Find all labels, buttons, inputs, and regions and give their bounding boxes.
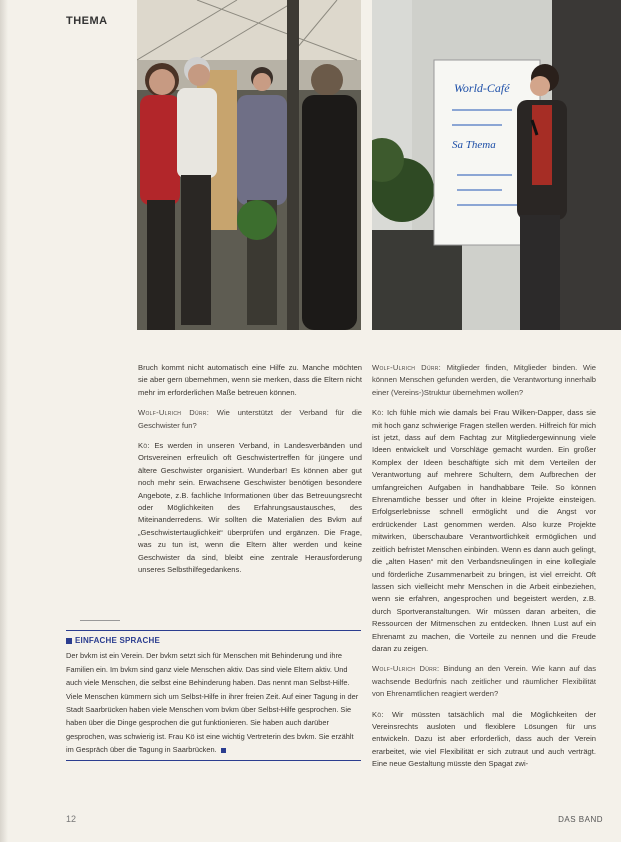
flipchart-title: World-Café — [454, 81, 510, 95]
group-photo — [137, 0, 361, 330]
box-top-rule — [66, 630, 361, 631]
box-bottom-rule — [66, 760, 361, 761]
interview-question — [138, 407, 362, 432]
question-text: Mitglieder finden, Mitglieder binden. Wie können Menschen gefunden werden, die Verantwortung innerhalb einer (Vereins-)Struktur übernehmen wollen? — [372, 363, 596, 397]
section-label: THEMA — [66, 15, 108, 27]
article-column-left — [138, 362, 362, 585]
interview-answer — [372, 407, 596, 655]
answer-text: Wir müssten tatsächlich mal die Möglichkeiten der Vereinsrechts ausloten und flexiblere Lösungen für uns entwickeln. Dazu ist aber erforderlich, dass auch der Verein erarbeitet, wie viel Flexibilität er sich zutraut und auch verträgt. Eine neue Gestaltung müsste den Spagat zwi- — [372, 709, 596, 769]
question-speaker: Wolf-Ulrich Dürr: — [372, 664, 440, 674]
interview-question — [372, 663, 596, 700]
square-bullet-icon — [66, 638, 72, 644]
question-text: Bindung an den Verein. Wie kann auf das wachsende Bedürfnis nach zeitlicher und räumlicher Flexibilität von Ehrenamtlichen reagiert werden? — [372, 664, 596, 699]
question-speaker: Wolf-Ulrich Dürr: — [372, 363, 442, 372]
interview-question — [372, 362, 596, 399]
box-text: Der bvkm ist ein Verein. Der bvkm setzt sich für Menschen mit Behinderung und ihre Familien ein. Im bvkm sind ganz viele Menschen aktiv. Das sind viele Eltern aktiv. Und auch viele Menschen, die selbst eine Behinderung haben. Das nennt man Selbst-Hilfe. Viele Menschen kümmern sich um Selbst-Hilfe in ihrer freien Zeit. Auf einer Tagung in der Stadt Saarbrücken haben viele Menschen vom bvkm über Selbst-Hilfe gesprochen. Sie haben über die Dinge gesprochen die gut funktionieren. Sie haben auch darüber gesprochen, was schwierig ist. Frau Kö ist eine wichtig Vertreterin des bvkm. Sie erzählt im Gespräch über die Tagung in Saarbrücken. — [66, 651, 359, 755]
answer-speaker: Kö: — [372, 408, 384, 418]
magazine-name: DAS BAND — [558, 815, 603, 824]
speaker-photo-illustration — [372, 0, 621, 330]
answer-text: Es werden in unseren Verband, in Landesverbänden und Ortsvereinen erfreulich oft Geschwistertreffen für jüngere und ältere Geschwister organisiert. Wunderbar! Es können aber gut noch mehr sein. Erwachsene Geschwister benötigen besondere Angebote, z.B. fachliche Informationen über das Betreuungsrecht oder Möglichkeiten des Erfahrungsaustausches, des Miteinanderredens. Wir sollten die Materialien des Bvkm auf „Geschwistertauglichkeit“ überprüfen und ergänzen. Die Frage, was zu tun ist, wenn die Eltern älter werden und keine Geschwister da sind, bleibt eine zentrale Herausforderung unseres Selbsthilfegedankens. — [138, 441, 362, 575]
box-body — [66, 649, 361, 756]
group-photo-illustration — [137, 0, 361, 330]
interview-answer — [138, 440, 362, 576]
box-heading — [66, 634, 361, 647]
divider — [80, 620, 120, 621]
answer-text: Ich fühle mich wie damals bei Frau Wilken-Dapper, dass sie mit hoch ganz schwierige Fragen stellen werden. Hilfreich für mich ist jetzt, dass auf dem Fachtag zur Mitgliedergewinnung viele Ideen entwickelt und Vorschläge gemacht wurden. Ein großer Komplex der Ideen beschäftigte sich mit dem Verteilen der Verantwortung auf mehrere Schultern, dem Aufbrechen der umfangreichen Aufgaben in handhabbare Teile. So können Ehrenamtliche besser und öfter in kleine Projekte einsteigen. Erfolgserlebnisse schnell ermöglicht und die Angst vor erdrückender Last genommen werden. Also kurze Projekte mitwirken, überschaubare Verantwortlichkeit ermöglichen und zeitlich befristet Menschen einbinden. Wenn es dann auch gelingt, die „alten Hasen“ mit den Verbandsneulingen in eine kollegiale und förderliche Zusammenarbeit zu bringen, ist viel erreicht. Oft lassen sich vielleicht mehr Menschen in die Arbeit einbeziehen, wenn sie erfahren, angesprochen und begeistert werden, z.B. durch Sportveranstaltungen. Wir müssen daran arbeiten, die Ressourcen der Mitmenschen zu entdecken. Ihnen Lust auf ein Ehrenamt zu machen, die Vorteile zu nennen und die Freude daran zu zeigen. — [372, 408, 596, 653]
end-mark-icon — [221, 748, 226, 753]
article-column-right — [372, 362, 596, 779]
question-text: Wie unterstützt der Verband für die Geschwister fun? — [138, 408, 363, 430]
answer-speaker: Kö: — [138, 441, 150, 451]
speaker-photo — [372, 0, 621, 330]
page-number: 12 — [66, 814, 77, 824]
paragraph: Bruch kommt nicht automatisch eine Hilfe zu. Manche möchten sie aber gern übernehmen, wenn sie merken, dass die Eltern nicht mehr im erforderlichen Maße betreuen können. — [138, 363, 362, 397]
question-speaker: Wolf-Ulrich Dürr: — [138, 408, 210, 418]
answer-speaker: Kö: — [372, 709, 384, 719]
box-title: EINFACHE SPRACHE — [75, 636, 160, 645]
flipchart-subtitle: Sa Thema — [452, 139, 496, 151]
easy-language-box — [66, 630, 361, 761]
interview-answer — [372, 709, 596, 771]
page-gutter-shadow — [0, 0, 8, 842]
